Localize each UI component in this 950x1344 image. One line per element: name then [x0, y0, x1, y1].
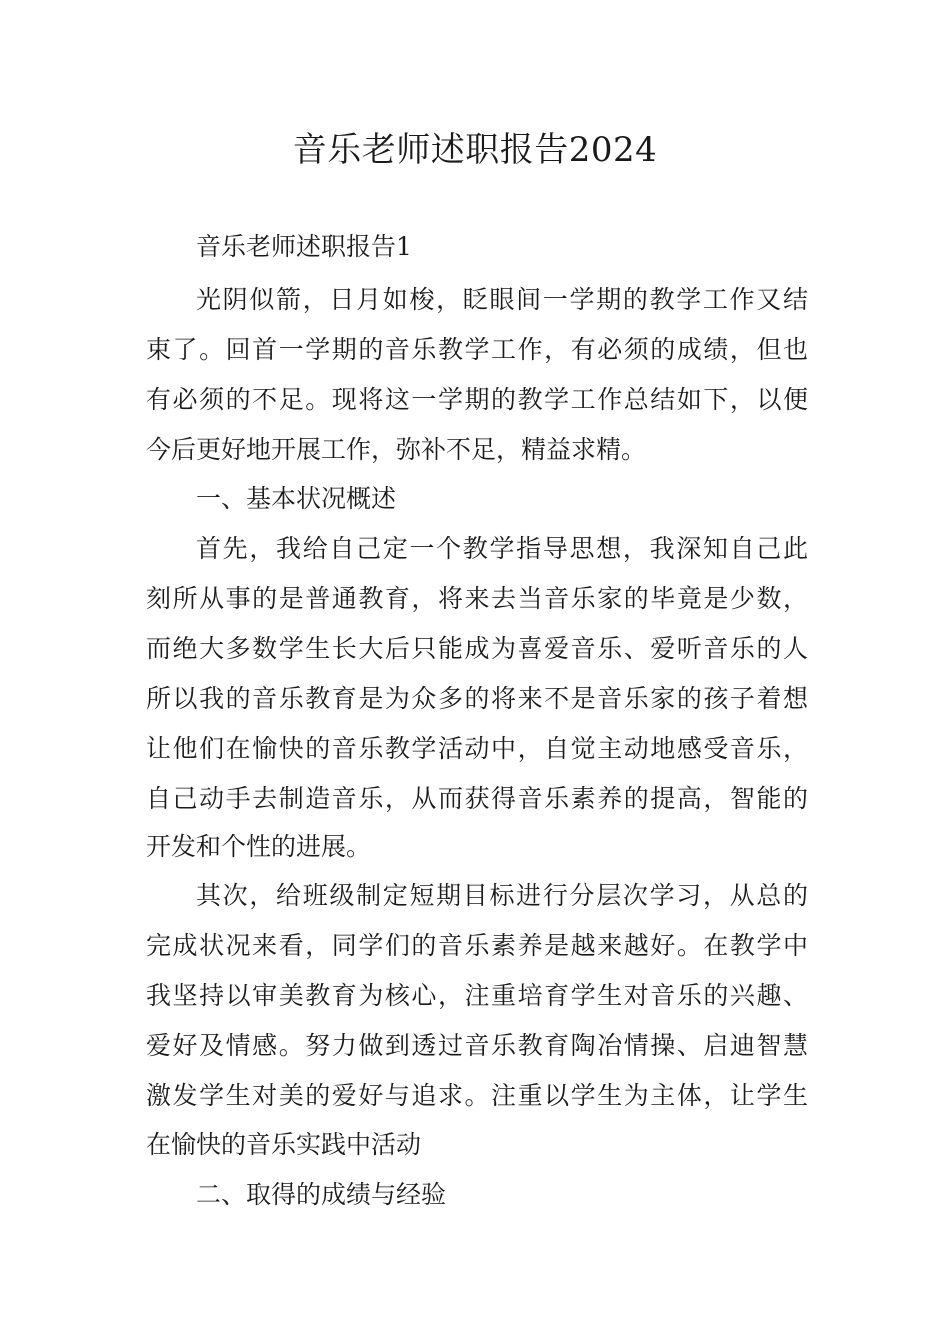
text-line: 光阴似箭，日月如梭，眨眼间一学期的教学工作又结: [196, 285, 808, 314]
text-line: 有必须的不足。现将这一学期的教学工作总结如下，以便: [146, 385, 808, 414]
text-line: 完成状况来看，同学们的音乐素养是越来越好。在教学中: [146, 931, 808, 960]
text-line: 自己动手去制造音乐，从而获得音乐素养的提高，智能的: [146, 784, 808, 813]
text-line: 爱好及情感。努力做到透过音乐教育陶冶情操、启迪智慧: [146, 1031, 808, 1060]
text-line: 开发和个性的进展。: [146, 832, 372, 861]
text-line: 激发学生对美的爱好与追求。注重以学生为主体，让学生: [146, 1081, 808, 1110]
text-line: 首先，我给自己定一个教学指导思想，我深知自己此: [196, 534, 808, 563]
document-title: 音乐老师述职报告2024: [292, 130, 658, 170]
text-line: 所以我的音乐教育是为众多的将来不是音乐家的孩子着想: [146, 684, 808, 713]
text-line: 今后更好地开展工作，弥补不足，精益求精。: [146, 435, 647, 464]
section-heading: 音乐老师述职报告1: [196, 232, 412, 261]
text-line: 让他们在愉快的音乐教学活动中，自觉主动地感受音乐，: [146, 734, 808, 763]
section-heading: 一、基本状况概述: [196, 484, 397, 513]
text-line: 在愉快的音乐实践中活动: [146, 1130, 422, 1159]
text-line: 刻所从事的是普通教育，将来去当音乐家的毕竟是少数，: [146, 584, 808, 613]
text-line: 而绝大多数学生长大后只能成为喜爱音乐、爱听音乐的人: [146, 634, 808, 663]
text-line: 其次，给班级制定短期目标进行分层次学习，从总的: [196, 881, 808, 910]
section-heading: 二、取得的成绩与经验: [196, 1180, 447, 1209]
text-line: 我坚持以审美教育为核心，注重培育学生对音乐的兴趣、: [146, 981, 808, 1010]
text-line: 束了。回首一学期的音乐教学工作，有必须的成绩，但也: [146, 335, 808, 364]
